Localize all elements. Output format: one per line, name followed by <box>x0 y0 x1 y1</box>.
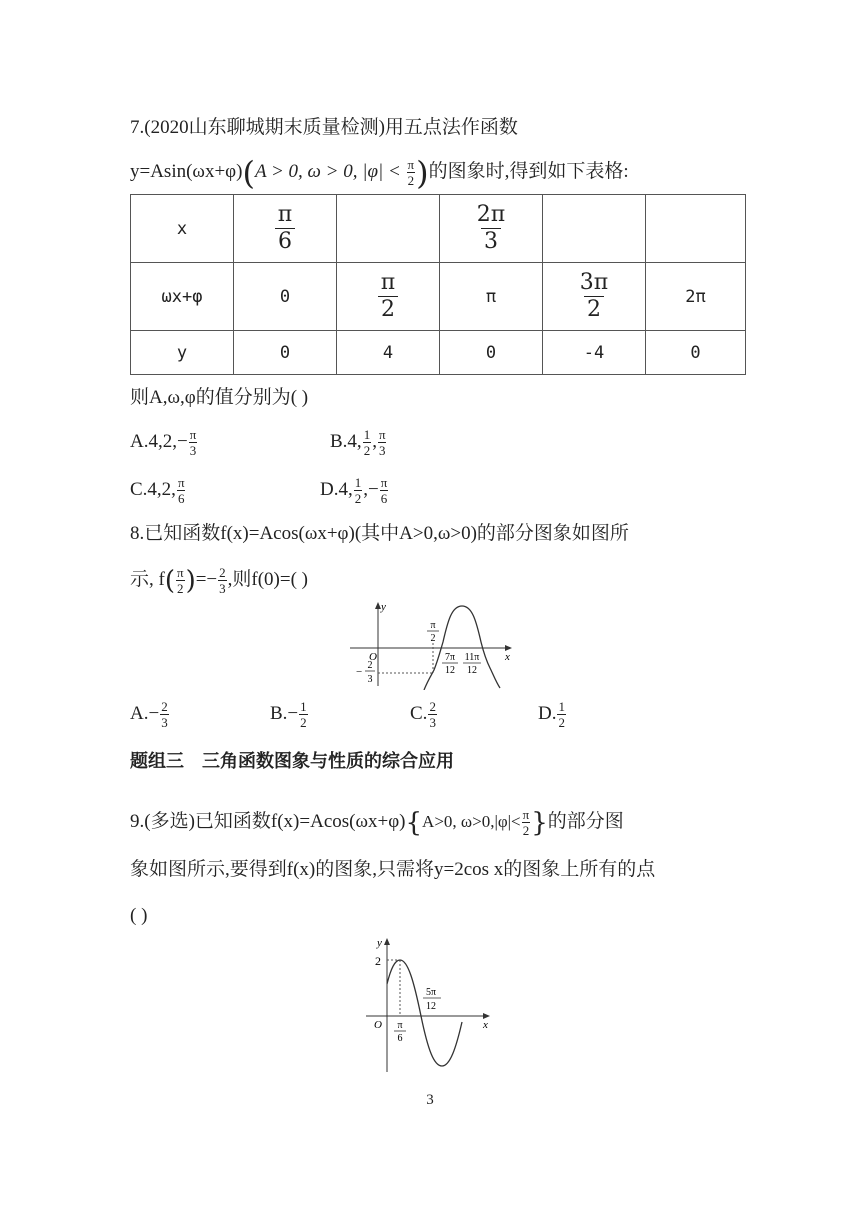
q8-stem-line1: 8.已知函数f(x)=Acos(ωx+φ)(其中A>0,ω>0)的部分图象如图所 <box>130 523 629 544</box>
table-cell: $\frac{2\pi}{3}$ <box>440 195 543 263</box>
table-cell: $\frac{\pi}{6}$ <box>234 195 337 263</box>
table-row-label: ωx+φ <box>131 263 234 331</box>
y-label: y <box>381 601 386 613</box>
table-row-label: x <box>131 195 234 263</box>
q8-option-c[interactable]: C. $\frac{2}{3}$ <box>410 699 436 731</box>
page-number: 3 <box>426 1092 434 1108</box>
q7-option-c[interactable]: C.4,2, $\frac{\pi}{6}$ <box>130 475 185 507</box>
neg-num: 2 <box>367 660 373 671</box>
q7-cond-frac: $\frac{\pi}{2}$ <box>407 157 415 189</box>
tick-pi6-den: 6 <box>397 1033 403 1044</box>
y-axis-arrow <box>384 938 390 945</box>
tick-7pi12-num: 7π <box>444 652 456 663</box>
tick-7pi12-den: 12 <box>445 665 455 676</box>
tick-11pi12-num: 11π <box>464 652 480 663</box>
origin-label: O <box>369 651 377 663</box>
table-row-label: y <box>131 331 234 375</box>
q8-stem-line2: 示, f( $\frac{\pi}{2}$ )=− $\frac{2}{3}$ ,则f(0)=( ) <box>130 565 309 597</box>
q7-value-table <box>130 194 746 375</box>
q9-stem-line1: 9.(多选)已知函数f(x)=Acos(ωx+φ){A>0, ω>0,|φ|< $\frac{\pi}{2}$ }的部分图 <box>130 807 624 839</box>
table-cell <box>543 195 646 263</box>
q7-option-a[interactable]: A.4,2,− $\frac{\pi}{3}$ <box>130 427 197 459</box>
table-cell: $\frac{\pi}{2}$ <box>337 263 440 331</box>
y-label: y <box>377 937 382 949</box>
q7-conditions: A > 0, ω > 0, |φ| < <box>254 161 406 182</box>
tick-5pi12-den: 12 <box>426 1001 436 1012</box>
section-heading: 题组三 三角函数图象与性质的综合应用 <box>130 751 454 772</box>
table-cell <box>337 195 440 263</box>
q8-option-a[interactable]: A.− $\frac{2}{3}$ <box>130 699 168 731</box>
q7-question: 则A,ω,φ的值分别为( ) <box>130 387 309 408</box>
tick-pi2-num: π <box>430 620 436 631</box>
neg-sign: − <box>356 666 363 678</box>
tick-pi2-den: 2 <box>430 633 436 644</box>
table-cell: 2π <box>646 263 746 331</box>
table-cell: 0 <box>234 263 337 331</box>
q7-stem-line2: y=Asin(ωx+φ)(A > 0, ω > 0, |φ| < $\frac{\pi}{2}$ )的图象时,得到如下表格: <box>130 153 629 192</box>
q7-option-d[interactable]: D.4, $\frac{1}{2}$ ,− $\frac{\pi}{6}$ <box>320 475 388 507</box>
tick-5pi12-num: 5π <box>425 987 437 998</box>
table-cell: 0 <box>646 331 746 375</box>
q9-graph <box>358 932 498 1077</box>
table-cell: 0 <box>234 331 337 375</box>
cosine-curve <box>387 960 462 1066</box>
tick-11pi12-den: 12 <box>467 665 477 676</box>
table-cell: -4 <box>543 331 646 375</box>
table-cell: π <box>440 263 543 331</box>
q8-option-d[interactable]: D. $\frac{1}{2}$ <box>538 699 565 731</box>
neg-den: 3 <box>367 674 373 685</box>
q9-stem-line3: ( ) <box>130 905 148 926</box>
table-cell <box>646 195 746 263</box>
q9-stem-line2: 象如图所示,要得到f(x)的图象,只需将y=2cos x的图象上所有的点 <box>130 859 656 880</box>
table-cell: 4 <box>337 331 440 375</box>
table-cell: $\frac{3\pi}{2}$ <box>543 263 646 331</box>
q7-function: y=Asin(ωx+φ) <box>130 161 243 182</box>
q8-graph <box>340 598 530 690</box>
tick-pi6-num: π <box>397 1020 403 1031</box>
q8-option-b[interactable]: B.− $\frac{1}{2}$ <box>270 699 307 731</box>
origin-label: O <box>374 1019 382 1031</box>
table-cell: 0 <box>440 331 543 375</box>
x-label: x <box>483 1019 488 1031</box>
q7-stem-suffix: 的图象时,得到如下表格: <box>428 161 629 182</box>
x-label: x <box>505 651 510 663</box>
q7-option-b[interactable]: B.4, $\frac{1}{2}$ , $\frac{\pi}{3}$ <box>330 427 386 459</box>
q7-stem-line1: 7.(2020山东聊城期末质量检测)用五点法作函数 <box>130 117 518 138</box>
y-max-label: 2 <box>375 954 381 968</box>
